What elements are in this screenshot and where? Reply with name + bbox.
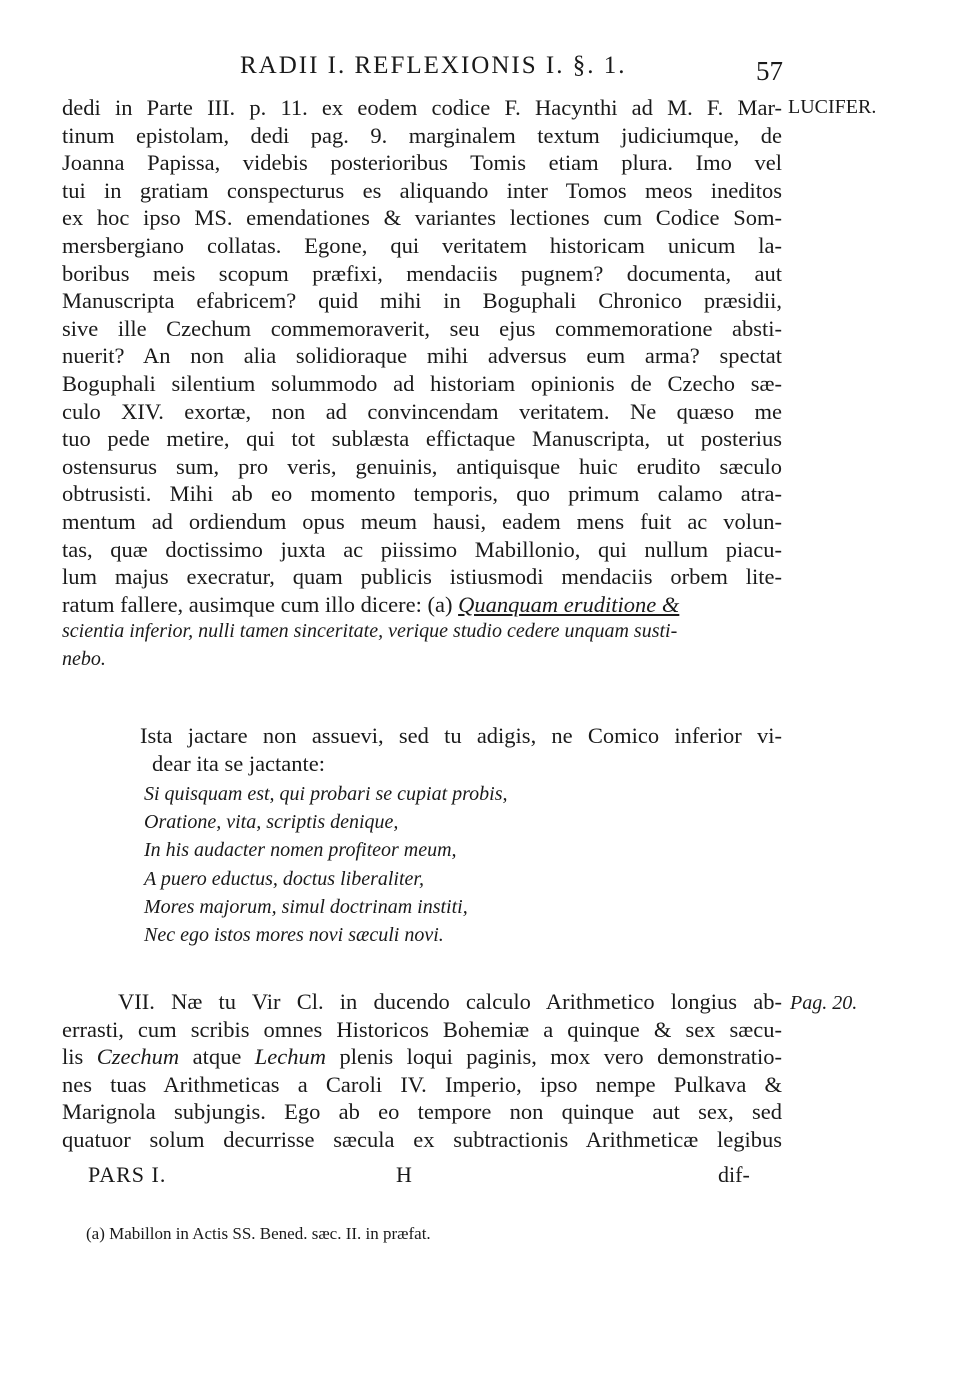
- page-number: 57: [756, 56, 783, 86]
- quote-line-end: nebo.: [62, 647, 106, 670]
- margin-note-lucifer: LUCIFER.: [788, 96, 877, 118]
- text-line: tas, quæ doctissimo juxta ac piissimo Mabillonio, qui nullum piacu-: [62, 536, 782, 562]
- signature-letter: H: [396, 1162, 412, 1187]
- footnote-marker: (a): [427, 591, 453, 617]
- verse-line: Mores majorum, simul doctrinam institi,: [144, 895, 468, 918]
- verse-line: Si quisquam est, qui probari se cupiat probis,: [144, 783, 508, 805]
- text-line: dedi in Parte III. p. 11. ex eodem codice F. Hacynthi ad M. F. Mar-: [62, 95, 782, 120]
- text-line: lum majus execratur, quam publicis istiusmodi mendaciis orbem lite-: [62, 564, 782, 590]
- signature-mark: PARS I.: [88, 1162, 167, 1187]
- text-line: mentum ad ordiendum opus meum hausi, eadem mens fuit ac volun-: [62, 508, 782, 534]
- text-span: atque: [192, 1044, 242, 1070]
- text-line: errasti, cum scribis omnes Historicos Bohemiæ a quinque & sex sæcu-: [62, 1016, 782, 1042]
- text-span: lis: [62, 1044, 84, 1070]
- verse-block: [144, 780, 704, 949]
- text-line: culo XIV. exortæ, non ad convincendam veritatem. Ne quæso me: [62, 398, 782, 424]
- running-header: RADII I. REFLEXIONIS I. §. 1.: [240, 52, 627, 79]
- text-line: tuo pede metire, qui tot sublæsta effictaque Manuscripta, ut posterius: [62, 426, 782, 452]
- catchword: dif-: [718, 1162, 750, 1187]
- text-line: nes tuas Arithmeticas a Caroli IV. Imperio, ipso nempe Pulkava &: [62, 1071, 782, 1097]
- text-span: plenis loqui paginis, mox vero demonstratio-: [339, 1044, 783, 1070]
- paragraph-one: [62, 94, 782, 673]
- margin-note-page-ref: Pag. 20.: [790, 992, 858, 1014]
- verse-line: In his audacter nomen profiteor meum,: [144, 839, 457, 862]
- quote-start-text: Quanquam eruditione &: [458, 591, 680, 617]
- text-line: obtrusisti. Mihi ab eo momento temporis, quo primum calamo atra-: [62, 481, 782, 507]
- name-lechum: Lechum: [254, 1044, 327, 1070]
- text-line-with-quote: [62, 591, 782, 619]
- text-line: nuerit? An non alia solidioraque mihi adversus eum arma? spectat: [62, 343, 782, 369]
- verse-line: A puero eductus, doctus liberaliter,: [144, 867, 424, 890]
- text-line: VII. Næ tu Vir Cl. in ducendo calculo Arithmetico longius ab-: [118, 989, 782, 1014]
- verse-line: Oratione, vita, scriptis denique,: [144, 811, 399, 834]
- paragraph-three: [62, 988, 782, 1154]
- footnote: (a) Mabillon in Actis SS. Bened. sæc. II. in præfat.: [86, 1224, 431, 1243]
- text-line: Ista jactare non assuevi, sed tu adigis, ne Comico inferior vi-: [140, 723, 782, 748]
- text-line: Boguphali silentium solummodo ad historiam opinionis de Czecho sæ-: [62, 370, 782, 396]
- text-line: quatuor solum decurrisse sæcula ex subtractionis Arithmeticæ legibus: [62, 1126, 782, 1152]
- text-line: ostensurus sum, pro veris, genuinis, antiquisque huic erudito sæculo: [62, 453, 782, 479]
- text-line: Marignola subjungis. Ego ab eo tempore non quinque aut sex, sed: [62, 1099, 782, 1125]
- text-line: tinum epistolam, dedi pag. 9. marginalem textum judiciumque, de: [62, 122, 782, 148]
- quote-start: [458, 592, 679, 617]
- text-line: mersbergiano collatas. Egone, qui veritatem historicam unicum la-: [62, 232, 782, 258]
- text-line: dear ita se jactante:: [152, 750, 326, 776]
- text-line: Joanna Papissa, videbis posterioribus Tomis etiam plura. Imo vel: [62, 150, 782, 176]
- name-czechum: Czechum: [96, 1044, 180, 1070]
- quote-line: scientia inferior, nulli tamen sinceritate, verique studio cedere unquam susti-: [62, 620, 678, 643]
- text-line: tui in gratiam conspecturus es aliquando inter Tomos meos ineditos: [62, 177, 782, 203]
- text-line: ex hoc ipso MS. emendationes & variantes lectiones cum Codice Som-: [62, 205, 782, 231]
- verse-line: Nec ego istos mores novi sæculi novi.: [144, 924, 444, 947]
- text-line: sive ille Czechum commemoraverit, seu ejus commemoratione absti-: [62, 315, 782, 341]
- text-line: boribus meis scopum præfixi, mendaciis pugnem? documenta, aut: [62, 260, 782, 286]
- text-line: Manuscripta efabricem? quid mihi in Boguphali Chronico præsidii,: [62, 288, 782, 314]
- text-line-mixed: [62, 1043, 782, 1071]
- paragraph-two: [140, 722, 782, 777]
- quote-intro: ratum fallere, ausimque cum illo dicere:: [62, 591, 422, 617]
